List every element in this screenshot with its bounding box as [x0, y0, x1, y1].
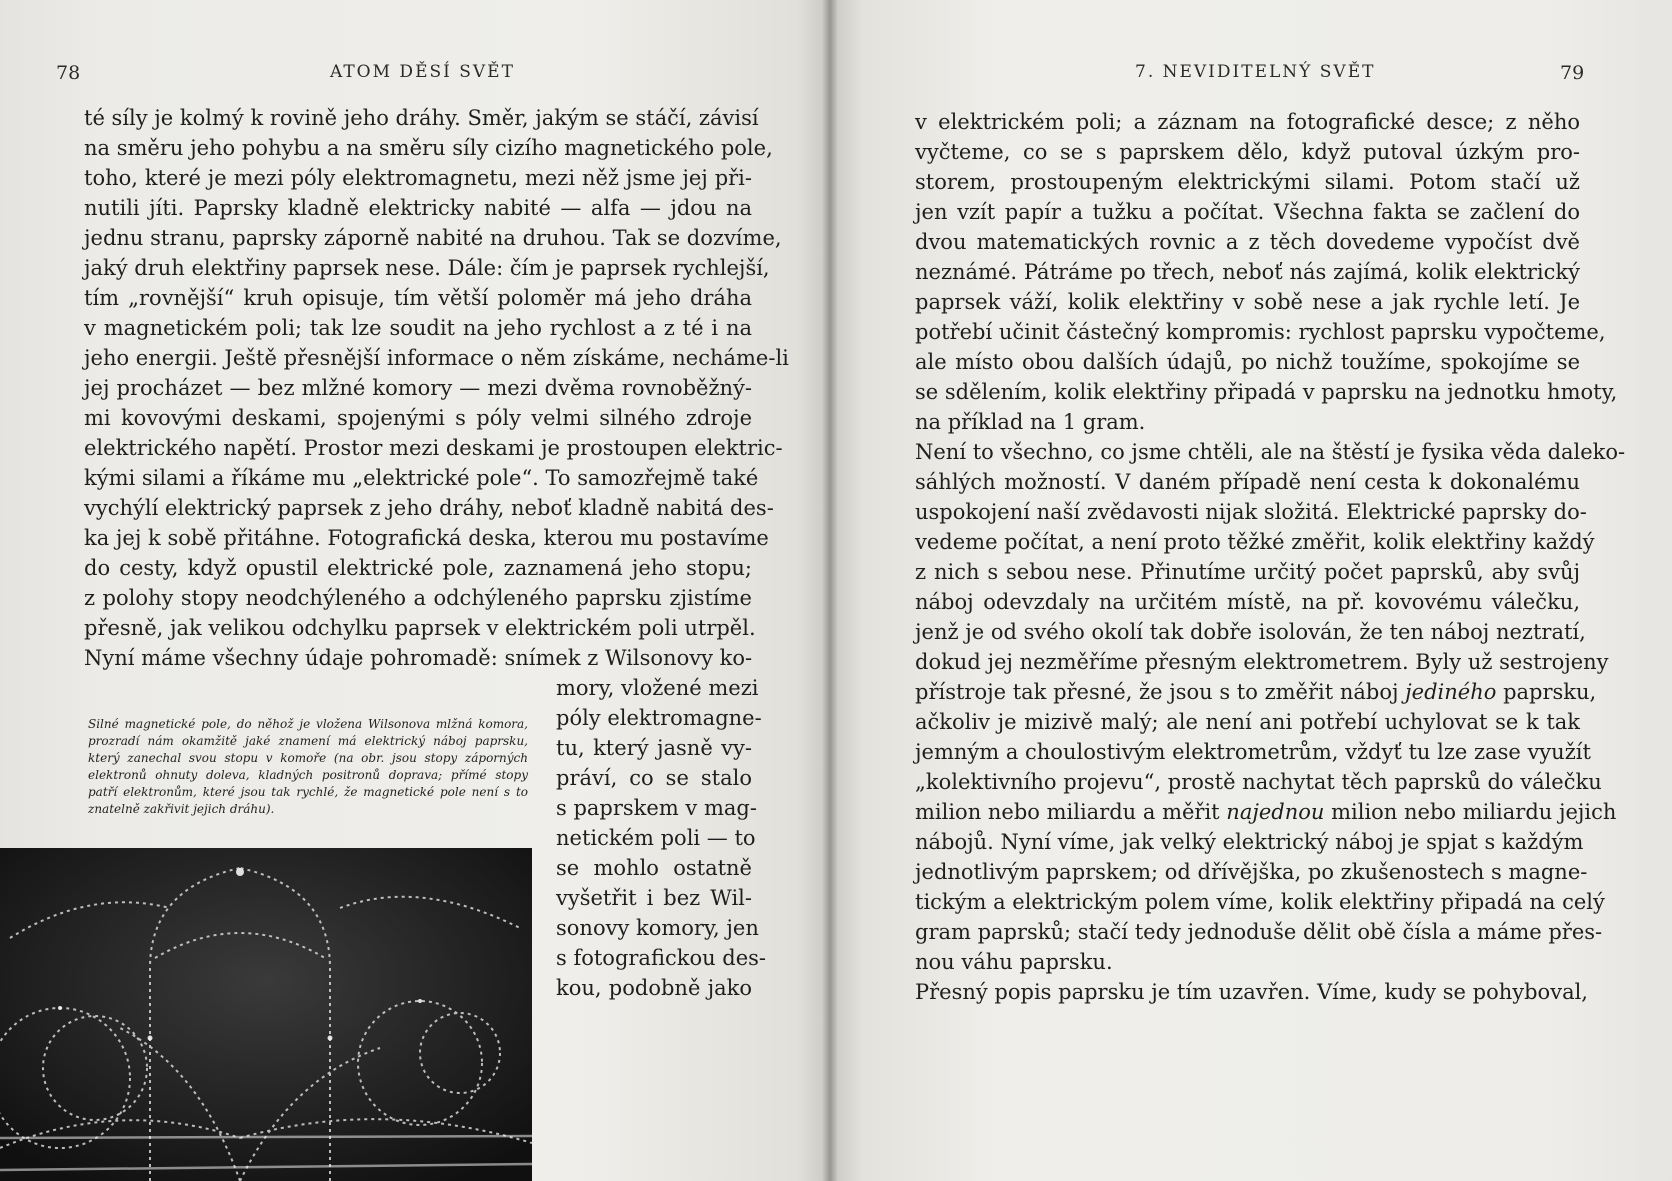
- figure-caption: [88, 716, 528, 818]
- text-segment: paprsku,: [1496, 680, 1597, 704]
- text-line: vychýlí elektrický paprsek z jeho dráhy, neboť kladně nabitá des-: [84, 496, 774, 520]
- italic-word-jediného: jediného: [1405, 680, 1497, 704]
- text-line: vyšetřit i bez Wil-: [556, 886, 752, 910]
- text-line: v elektrickém poli; a záznam na fotografické desce; z něho: [915, 110, 1580, 134]
- text-line: jednotlivým paprskem; od dřívějška, po zkušenostech s magne-: [915, 860, 1588, 884]
- text-line: kými silami a říkáme mu „elektrické pole“. To samozřejmě také: [84, 466, 759, 490]
- text-line: z polohy stopy neodchýleného a odchýleného paprsku zjistíme: [84, 586, 752, 610]
- text-line: jaký druh elektřiny paprsek nese. Dále: čím je paprsek rychlejší,: [84, 256, 770, 280]
- text-line: jenž je od svého okolí tak dobře isolován, že ten náboj neztratí,: [915, 620, 1586, 644]
- text-line: jen vzít papír a tužku a počítat. Všechna fakta se začlení do: [915, 200, 1580, 224]
- text-line: „kolektivního projevu“, prostě nachytat těch paprsků do válečku: [915, 770, 1602, 794]
- text-line: Nyní máme všechny údaje pohromadě: snímek z Wilsonovy ko-: [84, 646, 753, 670]
- text-line: nábojů. Nyní víme, jak velký elektrický náboj je spjat s každým: [915, 830, 1584, 854]
- text-line: potřebí učinit částečný kompromis: rychlost paprsku vypočteme,: [915, 320, 1606, 344]
- text-line: mi kovovými deskami, spojenými s póly velmi silného zdroje: [84, 406, 752, 430]
- text-line: tím „rovnější“ kruh opisuje, tím větší poloměr má jeho dráha: [84, 286, 752, 310]
- text-line: uspokojení naší zvědavosti nijak složitá. Elektrické paprsky do-: [915, 500, 1587, 524]
- text-line: tickým a elektrickým polem víme, kolik elektřiny připadá na celý: [915, 890, 1605, 914]
- text-line: elektrického napětí. Prostor mezi deskami je prostoupen elektric-: [84, 436, 783, 460]
- text-line: sáhlých možností. V daném případě není cesta k dokonalému: [915, 470, 1580, 494]
- text-line: paprsek váží, kolik elektřiny v sobě nese a jak rychle letí. Je: [915, 290, 1580, 314]
- right-page-number: 79: [1560, 62, 1585, 84]
- caption-line: prozradí nám okamžitě jaké znamení má elektrický náboj paprsku,: [88, 734, 528, 748]
- text-line: Přesný popis paprsku je tím uzavřen. Víme, kudy se pohyboval,: [915, 980, 1588, 1004]
- text-line: [915, 797, 1617, 827]
- text-line: tu, který jasně vy-: [556, 736, 752, 760]
- text-line: nou váhu paprsku.: [915, 950, 1113, 974]
- caption-line: patří elektronům, které jsou tak rychlé, že magnetické pole není s to: [88, 785, 528, 799]
- text-line: s paprskem v mag-: [556, 796, 757, 820]
- cloud-chamber-photograph: [0, 848, 532, 1181]
- text-line: dvou matematických rovnic a z těch dovedeme vypočíst dvě: [915, 230, 1580, 254]
- text-line: jej procházet — bez mlžné komory — mezi dvěma rovnoběžný-: [84, 376, 752, 400]
- text-line: ačkoliv je mizivě malý; ale není ani potřebí uchylovat se k tak: [915, 710, 1580, 734]
- text-segment: přístroje tak přesné, že jsou s to změřit náboj: [915, 680, 1406, 704]
- text-line: jemným a choulostivým elektrometrům, vždyť tu lze zase využít: [915, 740, 1591, 764]
- text-line: Není to všechno, co jsme chtěli, ale na štěstí je fysika věda daleko-: [915, 440, 1626, 464]
- right-running-head: 7. NEVIDITELNÝ SVĚT: [1135, 62, 1376, 82]
- text-line: neznámé. Pátráme po třech, neboť nás zajímá, kolik elektrický: [915, 260, 1580, 284]
- left-page-number: 78: [56, 62, 81, 84]
- caption-line: Silné magnetické pole, do něhož je vložena Wilsonova mlžná komora,: [88, 717, 528, 731]
- text-line: náboj odevzdaly na určitém místě, na př. kovovému válečku,: [915, 590, 1580, 614]
- text-line: na příklad na 1 gram.: [915, 410, 1146, 434]
- text-line: dokud jej nezměříme přesným elektrometrem. Byly už sestrojeny: [915, 650, 1609, 674]
- text-line: póly elektromagne-: [556, 706, 762, 730]
- text-line: jednu stranu, paprsky záporně nabité na druhou. Tak se dozvíme,: [84, 226, 782, 250]
- text-line: vedeme počítat, a není proto těžké změřit, kolik elektřiny každý: [915, 530, 1595, 554]
- text-line: netickém poli — to: [556, 826, 756, 850]
- caption-line: který zanechal svou stopu v komoře (na obr. jsou stopy záporných: [88, 751, 528, 765]
- text-line: přesně, jak velikou odchylku paprsek v elektrickém poli utrpěl.: [84, 616, 756, 640]
- text-line: sonovy komory, jen: [556, 916, 759, 940]
- text-line: storem, prostoupeným elektrickými silami. Potom stačí už: [915, 170, 1580, 194]
- book-gutter: [822, 0, 838, 1181]
- text-line: ale místo obou dalších údajů, po nichž toužíme, spokojíme se: [915, 350, 1580, 374]
- text-line: [915, 677, 1597, 707]
- text-line: toho, které je mezi póly elektromagnetu, mezi něž jsme jej při-: [84, 166, 752, 190]
- text-line: vyčteme, co se s paprskem dělo, když putoval úzkým pro-: [915, 140, 1580, 164]
- text-line: se sdělením, kolik elektřiny připadá v paprsku na jednotku hmoty,: [915, 380, 1618, 404]
- text-line: práví, co se stalo: [556, 766, 752, 790]
- text-line: gram paprsků; stačí tedy jednoduše dělit obě čísla a máme přes-: [915, 920, 1603, 944]
- left-running-head: ATOM DĚSÍ SVĚT: [330, 62, 515, 82]
- text-line: jeho energii. Ještě přesnější informace o něm získáme, necháme-li: [84, 346, 789, 370]
- text-line: na směru jeho pohybu a na směru síly cizího magnetického pole,: [84, 136, 773, 160]
- text-line: mory, vložené mezi: [556, 676, 759, 700]
- text-line: s fotografickou des-: [556, 946, 767, 970]
- text-line: ka jej k sobě přitáhne. Fotografická deska, kterou mu postavíme: [84, 526, 769, 550]
- text-line: té síly je kolmý k rovině jeho dráhy. Směr, jakým se stáčí, závisí: [84, 106, 759, 130]
- text-line: z nich s sebou nese. Přinutíme určitý počet paprsků, aby svůj: [915, 560, 1580, 584]
- text-line: se mohlo ostatně: [556, 856, 752, 880]
- text-line: v magnetickém poli; tak lze soudit na jeho rychlost a z té i na: [84, 316, 752, 340]
- text-segment: milion nebo miliardu a měřit: [915, 800, 1227, 824]
- text-segment: milion nebo miliardu jejich: [1324, 800, 1617, 824]
- italic-word-najednou: najednou: [1226, 800, 1325, 824]
- caption-line: znatelně zakřivit jejich dráhu).: [88, 802, 275, 816]
- text-line: kou, podobně jako: [556, 976, 752, 1000]
- cloud-chamber-tracks-image: [0, 848, 532, 1181]
- caption-line: elektronů ohnuty doleva, kladných positronů doprava; přímé stopy: [88, 768, 528, 782]
- text-line: nutili jíti. Paprsky kladně elektricky nabité — alfa — jdou na: [84, 196, 752, 220]
- text-line: do cesty, když opustil elektrické pole, zaznamená jeho stopu;: [84, 556, 752, 580]
